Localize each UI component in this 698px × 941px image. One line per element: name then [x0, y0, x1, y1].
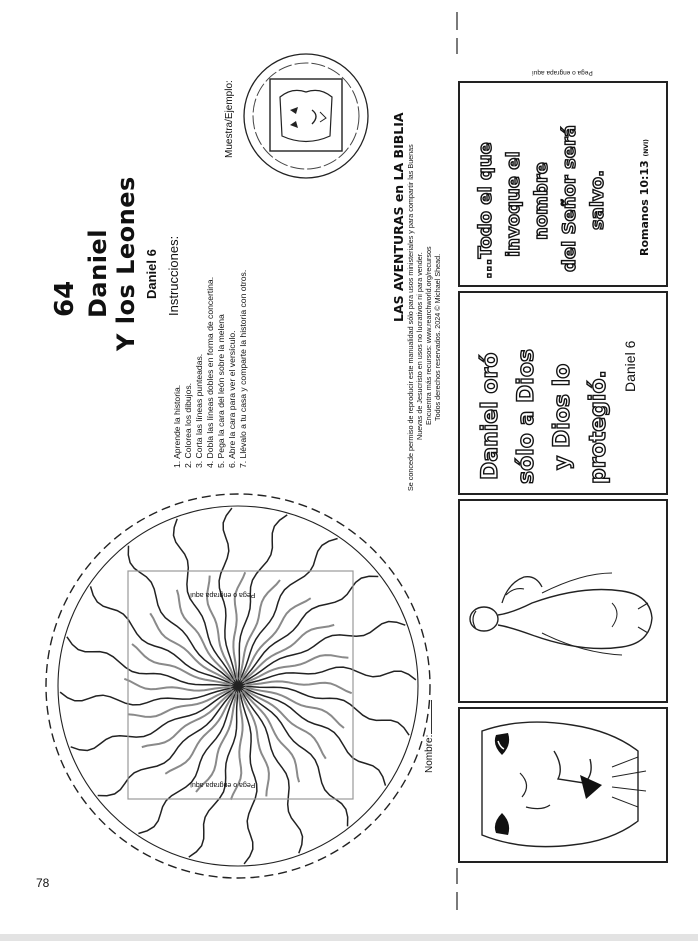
instruction-step-4: 4. Dobla las líneas dobles en forma de concertina. [205, 276, 215, 468]
series-title: LAS AVENTURAS en LA BIBLIA [391, 112, 406, 322]
instruction-step-1: 1. Aprende la historia. [172, 384, 182, 468]
instruction-step-7: 7. Llévalo a tu casa y comparte la historia con otros. [238, 269, 248, 468]
lesson-title-line2: Y los Leones [112, 176, 140, 351]
instruction-step-6: 6. Abre la cara para ver el versículo. [227, 330, 237, 468]
lion-mane-cutout [40, 474, 440, 904]
verse-line-5: salvo. [587, 170, 608, 230]
verse-line-4: del Señor será [559, 125, 580, 272]
example-label: Muestra/Ejemplo: [224, 80, 235, 158]
verse-line-2: invoque el [503, 151, 524, 257]
daniel-praying-illustration [462, 503, 662, 695]
bottom-bar [0, 934, 698, 941]
verse-reference [638, 139, 651, 256]
instruction-step-2: 2. Colorea los dibujos. [183, 382, 193, 468]
permission-line-3: Encuentra más recursos: www.rearchworld.org/recursos [424, 246, 433, 425]
glue-label-panel: Pega o engrapa aquí [532, 69, 593, 76]
verse-line-1: ...Todo el que [475, 142, 496, 279]
glue-label-bottom: Pega o engrapa aquí [190, 781, 256, 788]
story-line-2: sólo a Dios [514, 348, 539, 484]
lesson-number: 64 [50, 280, 80, 317]
verse-reference-text: Romanos 10:13 [638, 160, 651, 256]
name-line [431, 700, 432, 734]
verse-version: (NVI) [643, 139, 650, 157]
permission-line-2: Nuevas de Jesucristo en usos no lucrativos ni para vender. [415, 252, 424, 440]
verse-line-3: nombre [531, 162, 552, 240]
name-label: Nombre: [424, 734, 435, 773]
lesson-reference: Daniel 6 [144, 249, 159, 299]
story-line-3: y Dios lo [550, 363, 575, 470]
instructions-label: Instrucciones: [166, 235, 181, 316]
mane-inner-wave [132, 644, 231, 685]
page-number: 78 [36, 876, 50, 890]
permission-line-1: Se concede permiso de reproducir este manualidad sólo para usos ministeriales y para compartir las Buenas [406, 144, 415, 491]
instruction-step-3: 3. Corta las líneas punteadas. [194, 353, 204, 468]
lesson-title-line1: Daniel [84, 229, 112, 318]
instruction-step-5: 5. Pega la cara del león sobre la melena [216, 314, 226, 468]
story-reference: Daniel 6 [622, 340, 638, 392]
story-line-1: Daniel oró [478, 352, 503, 480]
mane-inner-wave [196, 693, 237, 792]
story-line-4: protegió. [586, 370, 611, 484]
mane-inner-wave [245, 687, 344, 728]
example-lion-image [240, 52, 372, 180]
glue-label-top: Pega o engrapa aquí [190, 591, 256, 598]
permission-line-4: Todos derechos reservados. 2024 © Michael Shead. [433, 253, 442, 421]
lion-face-illustration [462, 711, 662, 857]
